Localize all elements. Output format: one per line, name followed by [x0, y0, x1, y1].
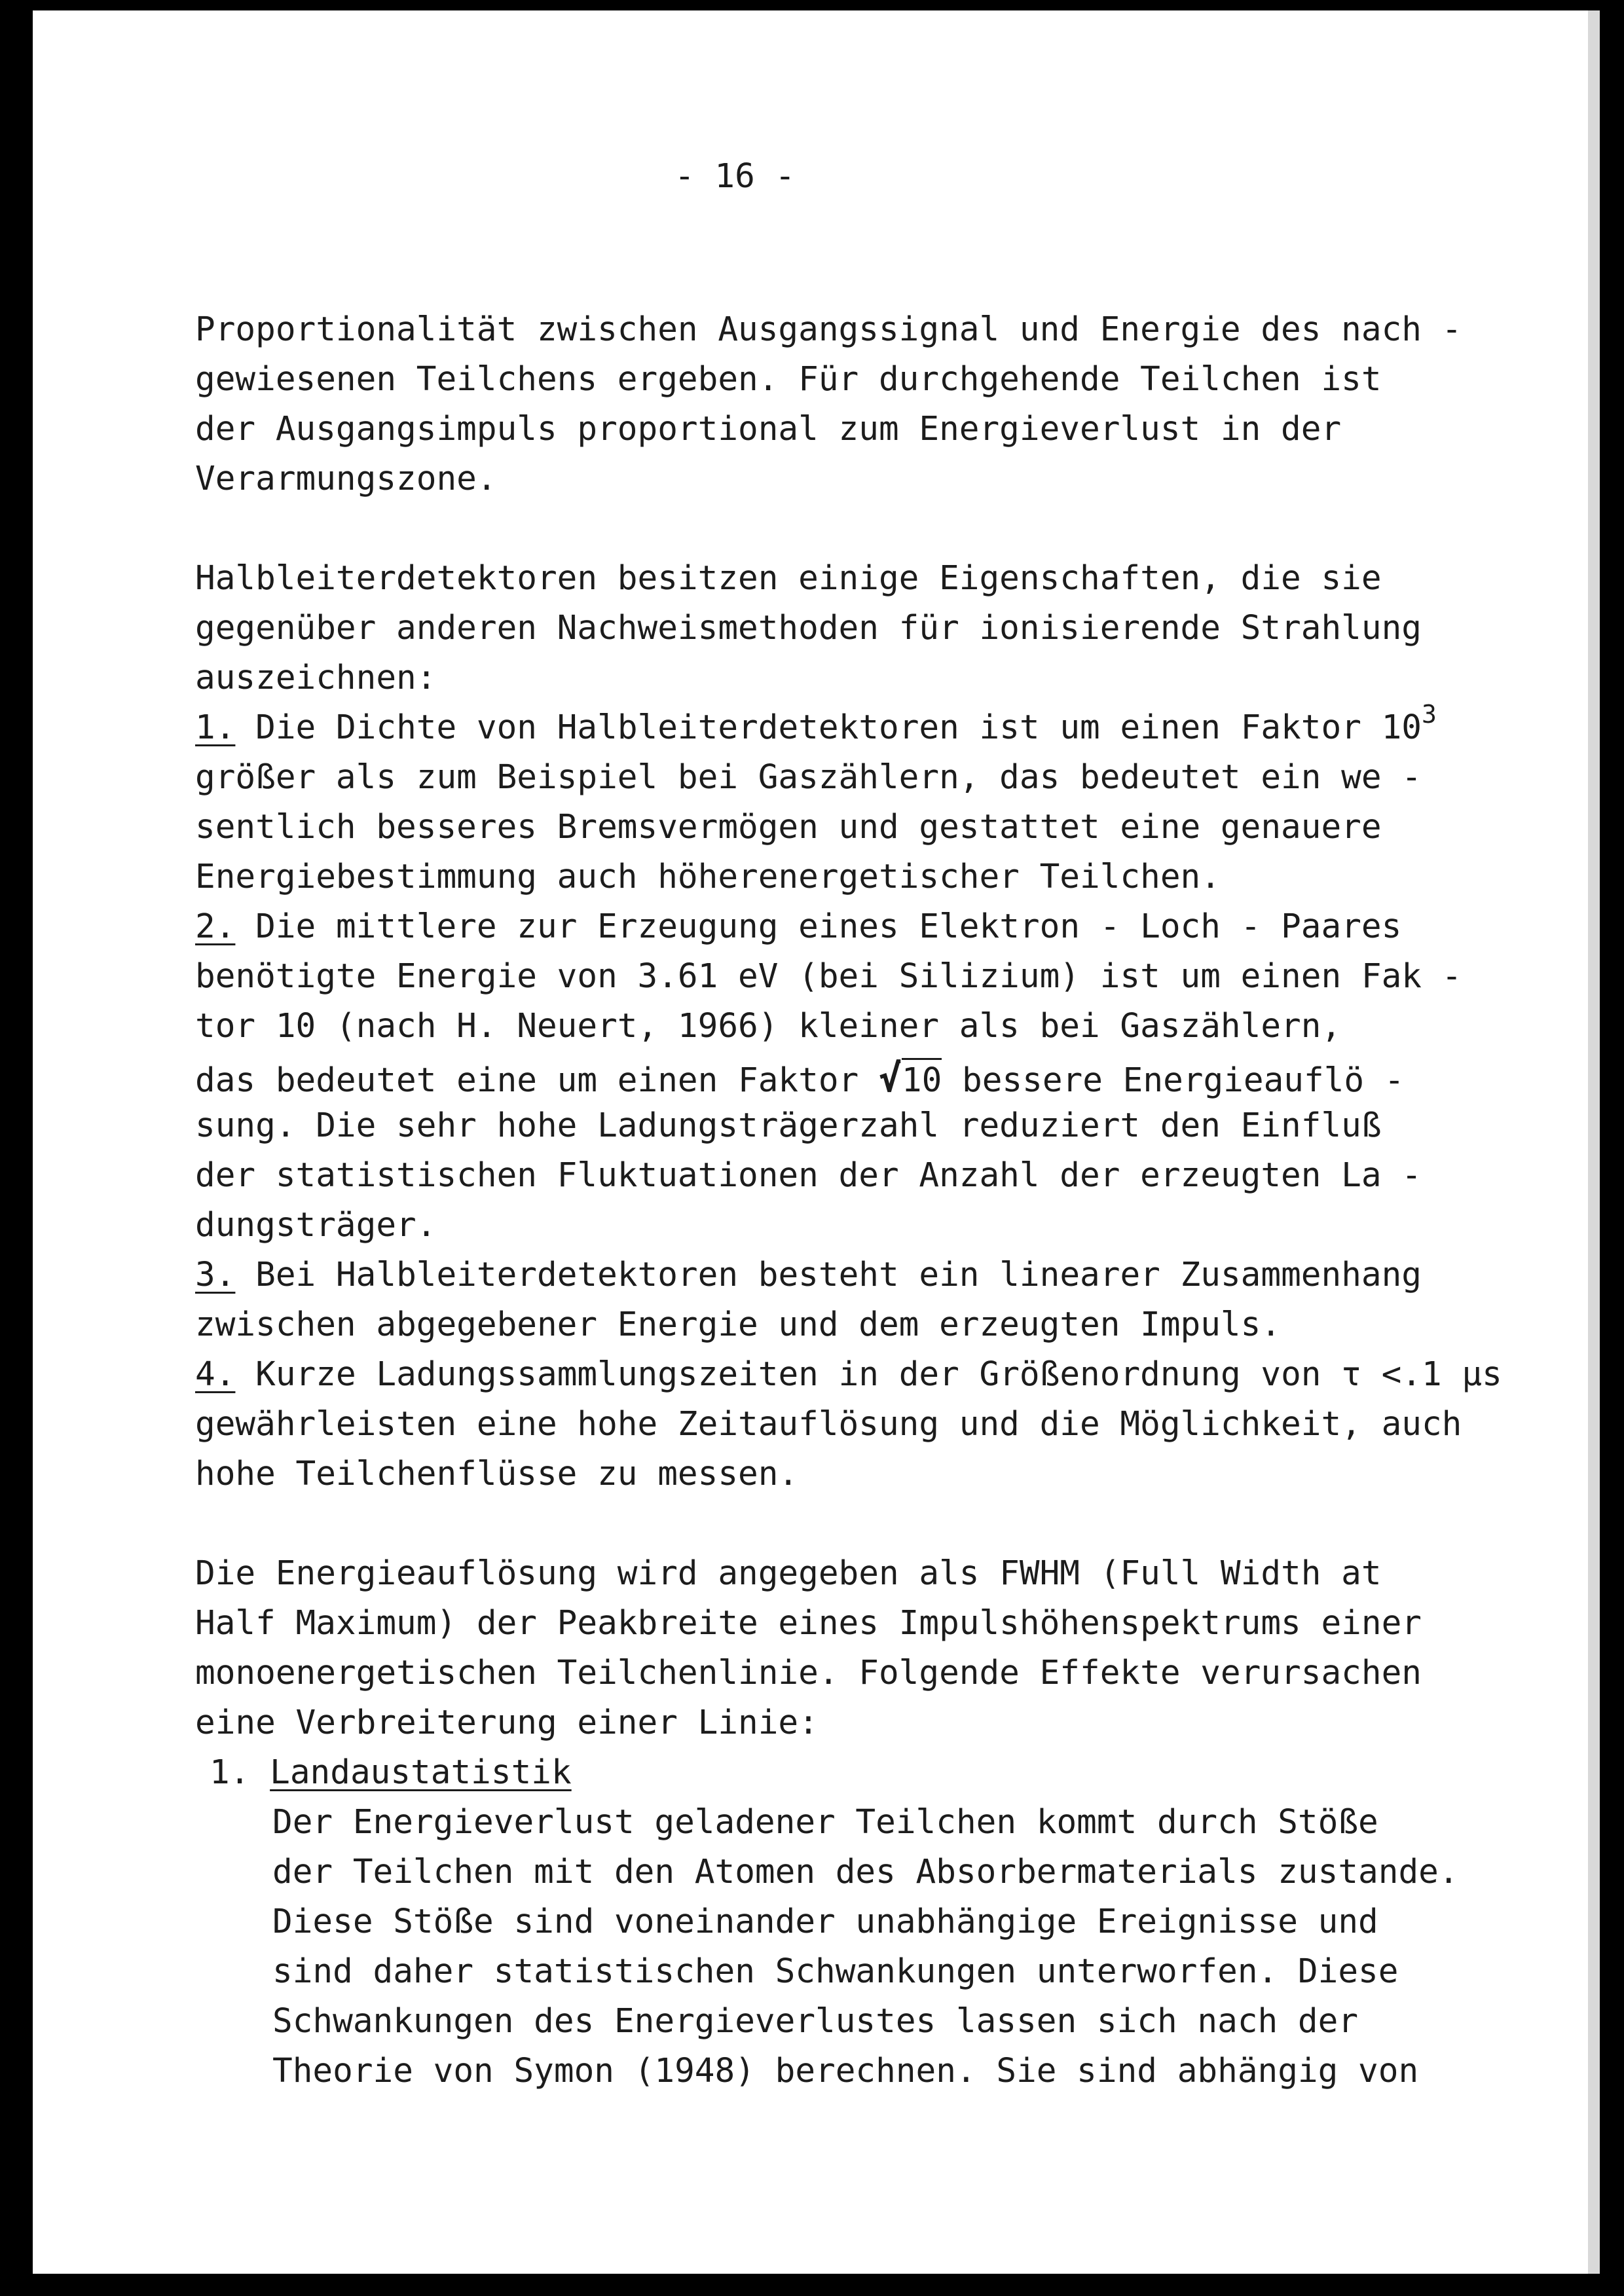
superscript: 3 [1422, 700, 1437, 729]
paragraph-line: eine Verbreiterung einer Linie: [195, 1704, 819, 1742]
text-before-root: das bedeutet eine um einen Faktor [195, 1061, 879, 1100]
paragraph-line: Half Maximum) der Peakbreite eines Impulshöhenspektrums einer [195, 1604, 1422, 1643]
list-text: Die mittlere zur Erzeugung eines Elektron - Loch - Paares [255, 907, 1402, 946]
list-number: 1. [195, 708, 236, 747]
root-value: 10 [902, 1058, 942, 1100]
paragraph-line: der Ausgangsimpuls proportional zum Energieverlust in der [195, 410, 1342, 448]
paragraph-line: der Teilchen mit den Atomen des Absorbermaterials zustande. [272, 1853, 1459, 1891]
list-text: Bei Halbleiterdetektoren besteht ein linearer Zusammenhang [255, 1256, 1422, 1294]
section-number: 1. [210, 1753, 270, 1792]
paragraph-line: zwischen abgegebener Energie und dem erzeugten Impuls. [195, 1305, 1282, 1344]
list-text: Die Dichte von Halbleiterdetektoren ist um einen Faktor 10 [255, 708, 1422, 747]
paragraph-line: Halbleiterdetektoren besitzen einige Eigenschaften, die sie [195, 559, 1382, 598]
list-text: Kurze Ladungssammlungszeiten in der Größenordnung von τ <.1 µs [255, 1355, 1502, 1394]
paragraph-line: gegenüber anderen Nachweismethoden für ionisierende Strahlung [195, 609, 1422, 647]
list-number: 4. [195, 1355, 236, 1394]
paragraph-line: Theorie von Symon (1948) berechnen. Sie sind abhängig von [272, 2052, 1419, 2090]
paragraph-line: gewiesenen Teilchens ergeben. Für durchgehende Teilchen ist [195, 360, 1382, 399]
paragraph-line: der statistischen Fluktuationen der Anzahl der erzeugten La - [195, 1156, 1422, 1195]
text-after-root: bessere Energieauflö - [942, 1061, 1405, 1100]
page-number: - 16 - [674, 157, 796, 196]
paragraph-line: Proportionalität zwischen Ausgangssignal und Energie des nach - [195, 310, 1462, 349]
paragraph-line: sentlich besseres Bremsvermögen und gestattet eine genauere [195, 808, 1382, 847]
paragraph-line: sind daher statistischen Schwankungen unterworfen. Diese [272, 1952, 1399, 1991]
list-number: 3. [195, 1256, 236, 1294]
paragraph-line: dungsträger. [195, 1206, 437, 1245]
list-item-1 [195, 700, 1437, 747]
list-item-2 [195, 907, 1402, 946]
paragraph-line-with-root [195, 1056, 1405, 1101]
list-number: 2. [195, 907, 236, 946]
paragraph-line: auszeichnen: [195, 659, 437, 697]
page-edge-shadow [1588, 10, 1600, 2274]
paragraph-line: benötigte Energie von 3.61 eV (bei Silizium) ist um einen Fak - [195, 957, 1462, 996]
section-title: Landaustatistik [270, 1753, 572, 1792]
list-item-3 [195, 1258, 1422, 1292]
document-page [33, 10, 1588, 2274]
paragraph-line: hohe Teilchenflüsse zu messen. [195, 1455, 799, 1493]
paragraph-line: Die Energieauflösung wird angegeben als FWHM (Full Width at [195, 1554, 1382, 1593]
paragraph-line: größer als zum Beispiel bei Gaszählern, das bedeutet ein we - [195, 758, 1422, 797]
paragraph-line: gewährleisten eine hohe Zeitauflösung und die Möglichkeit, auch [195, 1405, 1462, 1444]
paragraph-line: Schwankungen des Energieverlustes lassen sich nach der [272, 2002, 1359, 2041]
paragraph-line: Verarmungszone. [195, 460, 497, 498]
paragraph-line: Diese Stöße sind voneinander unabhängige Ereignisse und [272, 1903, 1378, 1941]
paragraph-line: sung. Die sehr hohe Ladungsträgerzahl reduziert den Einfluß [195, 1106, 1382, 1145]
paragraph-line: tor 10 (nach H. Neuert, 1966) kleiner als bei Gaszählern, [195, 1007, 1342, 1046]
list-item-4 [195, 1355, 1502, 1394]
paragraph-line: Der Energieverlust geladener Teilchen kommt durch Stöße [272, 1803, 1378, 1842]
section-heading [210, 1753, 572, 1792]
paragraph-line: Energiebestimmung auch höherenergetischer Teilchen. [195, 858, 1221, 896]
square-root-icon: √ [878, 1056, 902, 1101]
paragraph-line: monoenergetischen Teilchenlinie. Folgende Effekte verursachen [195, 1654, 1422, 1692]
